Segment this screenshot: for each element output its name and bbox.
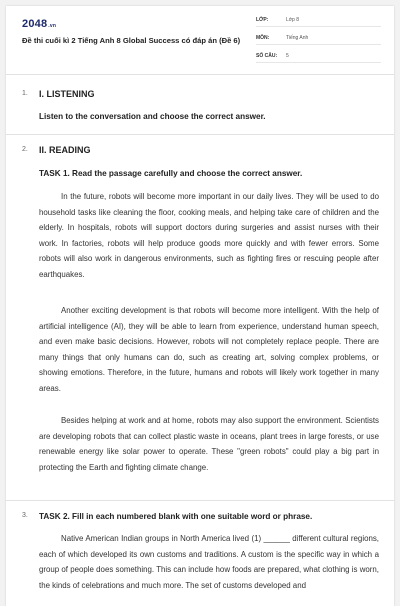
meta-label-count: SỐ CÂU: — [256, 53, 278, 59]
section-number: 1. — [22, 90, 28, 97]
document-title: Đề thi cuối kì 2 Tiếng Anh 8 Global Success có đáp án (Đề 6) — [22, 36, 241, 45]
meta-value-subject: Tiếng Anh — [286, 35, 309, 41]
section-title: II. READING — [39, 145, 91, 155]
section-title: I. LISTENING — [39, 89, 95, 99]
meta-row-count — [256, 53, 381, 63]
reading-paragraph: In the future, robots will become more important in our daily lives. They will be used to do household tasks like cleaning the floor, cooking meals, and helping take care of children and the elderly. In hospitals, robots will support doctors during surgeries and assist nurses with their work. In factories, robots will help produce goods more quickly and with fewer errors. Some robots will also work in dangerous environments, such as fighting fires or rescuing people after earthquakes. — [39, 192, 379, 279]
section-reading — [6, 134, 394, 501]
site-logo[interactable] — [22, 18, 56, 30]
meta-value-count: 5 — [286, 53, 289, 59]
document-page — [6, 6, 394, 606]
section-task2 — [6, 500, 394, 606]
logo-suffix: .vn — [48, 23, 57, 29]
reading-paragraph: Besides helping at work and at home, robots may also support the environment. Scientists are developing robots that can collect plastic waste in oceans, plant trees in large forests, or use renewable energy like solar power to operate. These "green robots" could play a big part in protecting the Earth and fighting climate change. — [39, 416, 379, 472]
meta-label-class: LỚP: — [256, 17, 269, 23]
meta-label-subject: MÔN: — [256, 35, 270, 41]
section-number: 3. — [22, 512, 28, 519]
document-header — [6, 6, 394, 75]
section-instruction: Listen to the conversation and choose the correct answer. — [39, 112, 266, 121]
reading-paragraph: Another exciting development is that robots will become more intelligent. With the help of artificial intelligence (AI), they will be able to learn from experience, understand human speech, and even make basic decisions. However, robots will not completely replace people. There are many things that only humans can do, such as creating art, solving complex problems, or showing emotions. Therefore, in the future, humans and robots will likely work together in many areas. — [39, 306, 379, 393]
logo-text: 2048 — [22, 18, 48, 30]
meta-value-class: Lớp 8 — [286, 17, 300, 23]
section-number: 2. — [22, 146, 28, 153]
task-instruction: TASK 1. Read the passage carefully and choose the correct answer. — [39, 169, 303, 178]
section-listening — [6, 74, 394, 135]
meta-row-subject — [256, 35, 381, 45]
fill-blank-paragraph: Native American Indian groups in North America lived (1) ______ different cultural regions, each of which developed its own customs and traditions. A custom is the specific way in which a group of people does something. This can include how foods are prepared, what clothing is worn, the kinds of celebrations and much more. The set of customs developed and — [39, 534, 379, 590]
meta-row-class — [256, 17, 381, 27]
section-title: TASK 2. Fill in each numbered blank with one suitable word or phrase. — [39, 512, 313, 521]
